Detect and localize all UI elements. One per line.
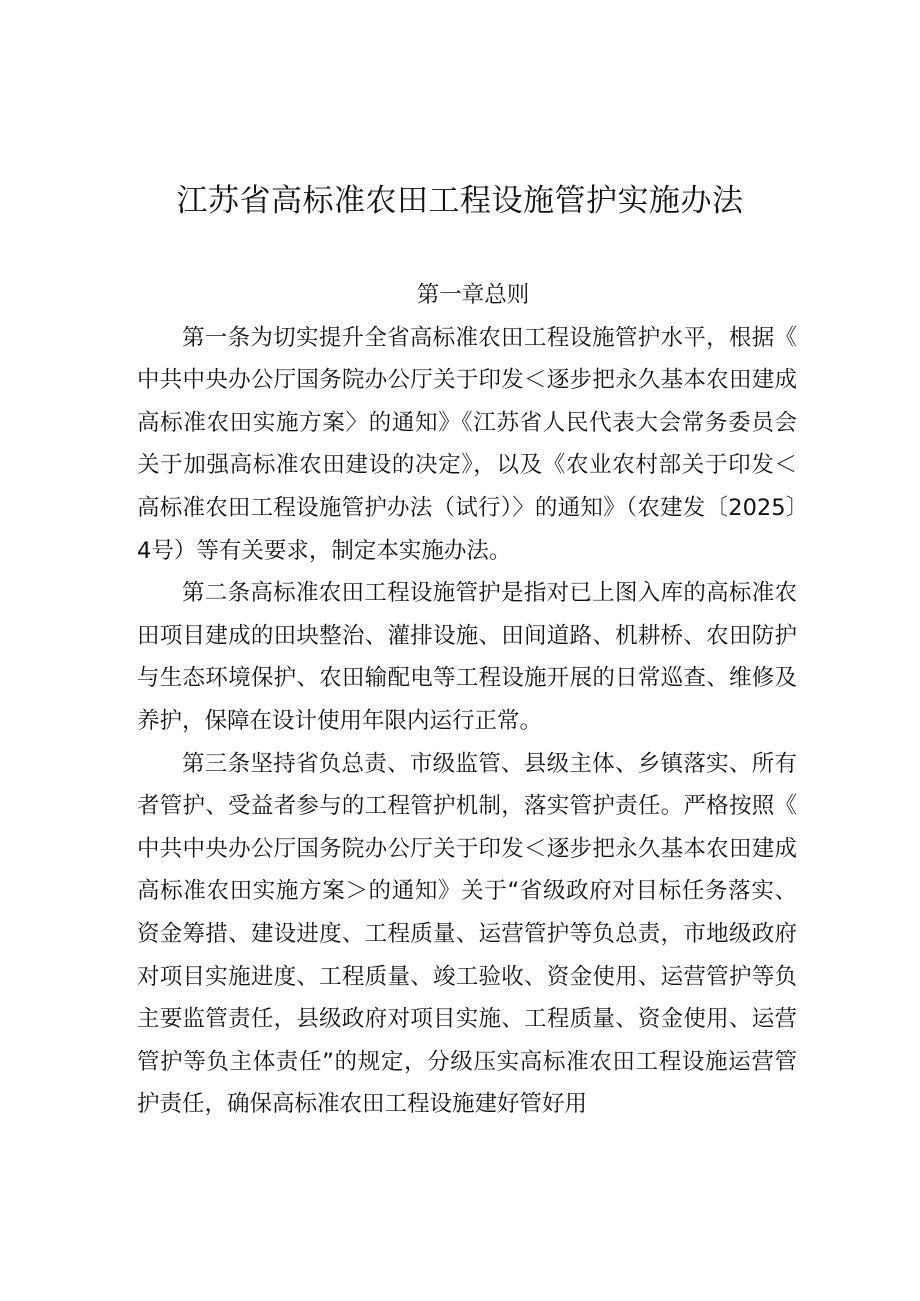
- article-3-paragraph: 第三条坚持省负总责、市级监管、县级主体、乡镇落实、所有者管护、受益者参与的工程管护机制，落实管护责任。严格按照《中共中央办公厅国务院办公厅关于印发＜逐步把永久基本农田建成高标准农田实施方案＞的通知》关于“省级政府对目标任务落实、资金筹措、建设进度、工程质量、运营管护等负总责，市地级政府对项目实施进度、工程质量、竣工验收、资金使用、运营管护等负主要监管责任，县级政府对项目实施、工程质量、资金使用、运营管护等负主体责任”的规定，分级压实高标准农田工程设施运营管护责任，确保高标准农田工程设施建好管好用: [137, 750, 797, 1118]
- article-1-paragraph: 第一条为切实提升全省高标准农田工程设施管护水平，根据《中共中央办公厅国务院办公厅关于印发＜逐步把永久基本农田建成高标准农田实施方案〉的通知》《江苏省人民代表大会常务委员会关于加强高标准农田建设的决定》，以及《农业农村部关于印发＜高标准农田工程设施管护办法（试行）〉的通知》（农建发〔2025〕4号）等有关要求，制定本实施办法。: [137, 324, 797, 564]
- document-title: 江苏省高标准农田工程设施管护实施办法: [176, 183, 744, 219]
- document-body: [137, 274, 797, 1126]
- article-2-paragraph: 第二条高标准农田工程设施管护是指对已上图入库的高标准农田项目建成的田块整治、灌排设施、田间道路、机耕桥、农田防护与生态环境保护、农田输配电等工程设施开展的日常巡查、维修及养护，保障在设计使用年限内运行正常。: [137, 580, 797, 734]
- chapter-heading: 第一章总则: [416, 282, 530, 308]
